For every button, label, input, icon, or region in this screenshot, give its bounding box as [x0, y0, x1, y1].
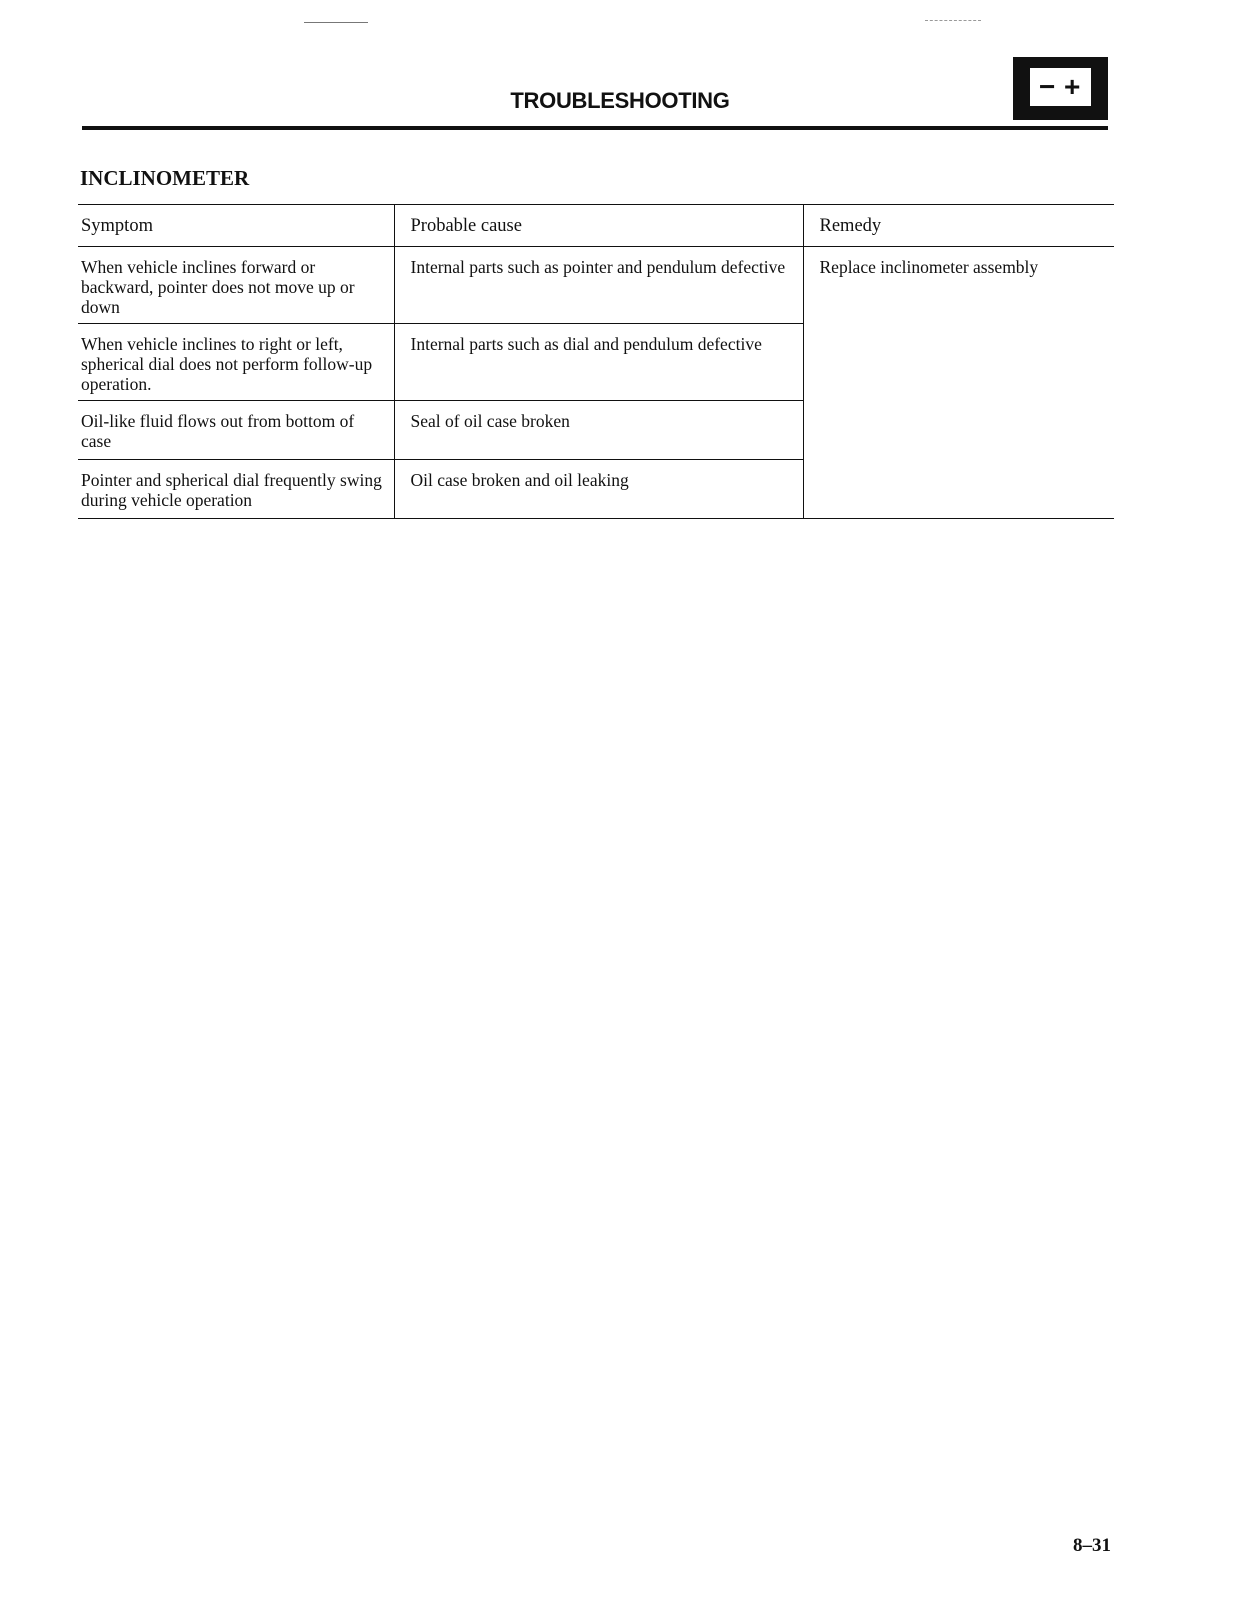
- battery-icon: [1013, 57, 1108, 120]
- page-title: TROUBLESHOOTING: [510, 88, 730, 113]
- symptom-cell: When vehicle inclines to right or left, spherical dial does not perform follow-up operation.: [78, 324, 394, 401]
- cause-cell: Seal of oil case broken: [394, 401, 803, 460]
- column-header-symptom: Symptom: [78, 205, 394, 247]
- battery-minus-symbol: −: [1039, 71, 1056, 102]
- section-title: INCLINOMETER: [80, 166, 250, 190]
- cause-cell: Oil case broken and oil leaking: [394, 460, 803, 519]
- column-header-remedy: Remedy: [803, 205, 1114, 247]
- battery-icon-face: [1030, 68, 1091, 106]
- battery-plus-symbol: +: [1064, 71, 1081, 102]
- table-row: [78, 247, 1114, 324]
- page-number: 8–31: [1073, 1535, 1111, 1556]
- cause-cell: Internal parts such as pointer and pendulum defective: [394, 247, 803, 324]
- cause-cell: Internal parts such as dial and pendulum defective: [394, 324, 803, 401]
- symptom-cell: Oil-like fluid flows out from bottom of case: [78, 401, 394, 460]
- top-margin-rule: [304, 22, 368, 23]
- column-header-probable-cause: Probable cause: [394, 205, 803, 247]
- header-rule: [82, 126, 1108, 130]
- remedy-cell: Replace inclinometer assembly: [803, 247, 1114, 519]
- troubleshooting-table: [78, 204, 1114, 519]
- table-header-row: [78, 205, 1114, 247]
- symptom-cell: Pointer and spherical dial frequently swing during vehicle operation: [78, 460, 394, 519]
- top-margin-rule-dashed: [925, 20, 981, 22]
- symptom-cell: When vehicle inclines forward or backward, pointer does not move up or down: [78, 247, 394, 324]
